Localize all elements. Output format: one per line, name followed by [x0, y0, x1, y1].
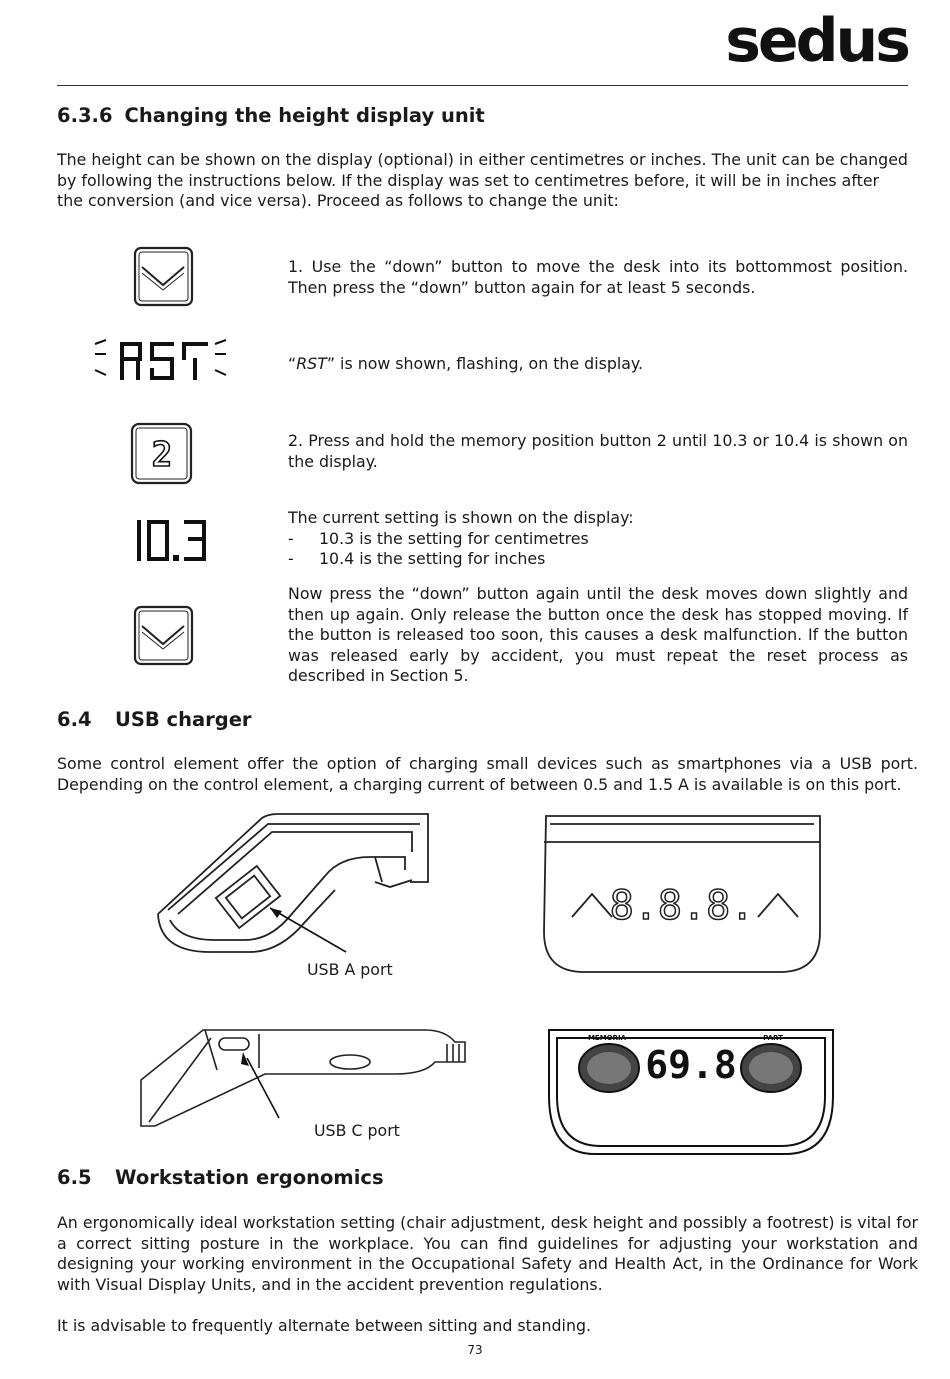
setting-text: 10.4 is the setting for inches: [319, 549, 546, 569]
list-dash: -: [288, 528, 294, 548]
display-10-3-icon: [133, 518, 211, 564]
rst-code: RST: [296, 354, 327, 373]
section-636-heading: [57, 104, 485, 127]
section-title: Changing the height display unit: [124, 104, 485, 127]
panel2-display: 69.8: [645, 1043, 737, 1087]
page-number: 73: [467, 1343, 483, 1357]
current-setting-block: [288, 508, 908, 570]
section-65-heading: [57, 1166, 384, 1189]
usb-c-label: USB C port: [314, 1121, 400, 1140]
section-number: 6.4: [57, 708, 92, 731]
down-button-icon: [134, 247, 194, 307]
section-number: 6.5: [57, 1166, 92, 1189]
step-2-text: 2. Press and hold the memory position button 2 until 10.3 or 10.4 is shown on the display.: [288, 431, 908, 471]
section-636-intro: The height can be shown on the display (optional) in either centimetres or inches. The unit can be changed by following the instructions below. If the display was set to centimetres before, it will be in inches after the conversion (and vice versa). Proceed as follows to change the unit:: [57, 150, 908, 211]
panel-display: 8.8.8.: [609, 883, 755, 929]
rst-text: “RST” is now shown, flashing, on the display.: [288, 354, 644, 373]
section-65-text-1: An ergonomically ideal workstation setting (chair adjustment, desk height and possibly a footrest) is vital for a correct sitting posture in the workplace. You can find guidelines for adjusting your workstation and designing your working environment in the Occupational Safety and Health Act, in the Ordinance for Work with Visual Display Units, and in the accident prevention regulations.: [57, 1213, 918, 1294]
panel2-right-label: PART: [763, 1034, 783, 1042]
memory-button-2-icon: [131, 423, 193, 485]
section-number: 6.3.6: [57, 104, 113, 127]
header-rule: [57, 85, 908, 86]
memory-panel-illustration: [545, 1026, 840, 1161]
usb-a-label: USB A port: [307, 960, 393, 979]
control-panel-illustration: [540, 812, 825, 977]
list-dash: -: [288, 549, 294, 569]
rst-display-icon: [92, 338, 232, 384]
current-setting-intro: The current setting is shown on the display:: [288, 508, 634, 527]
panel2-left-label: MEMORIA: [587, 1034, 627, 1042]
step-1-text: 1. Use the “down” button to move the desk into its bottommost position. Then press the “down” button again for at least 5 seconds.: [288, 257, 908, 297]
section-64-heading: [57, 708, 252, 731]
section-65-text-2: It is advisable to frequently alternate between sitting and standing.: [57, 1316, 592, 1335]
button-2-label: 2: [151, 435, 173, 475]
usb-c-controller-illustration: [135, 1022, 475, 1132]
usb-a-controller-illustration: [150, 812, 440, 957]
brand-logo: sedus: [725, 6, 908, 76]
section-64-text: Some control element offer the option of charging small devices such as smartphones via a USB port. Depending on the control element, a charging current of between 0.5 and 1.5 A is available is on this port.: [57, 754, 918, 794]
setting-item: [288, 549, 908, 570]
final-text: Now press the “down” button again until the desk moves down slightly and then up again. Only release the button once the desk has stopped moving. If the button is released too soon, this causes a desk malfunction. If the button was released early by accident, you must repeat the reset process as described in Section 5.: [288, 584, 908, 686]
section-title: Workstation ergonomics: [115, 1166, 384, 1189]
rst-text-rest: is now shown, flashing, on the display.: [335, 354, 644, 373]
down-button-icon-2: [134, 606, 194, 666]
setting-item: [288, 529, 908, 550]
setting-text: 10.3 is the setting for centimetres: [319, 528, 589, 548]
section-title: USB charger: [115, 708, 252, 731]
